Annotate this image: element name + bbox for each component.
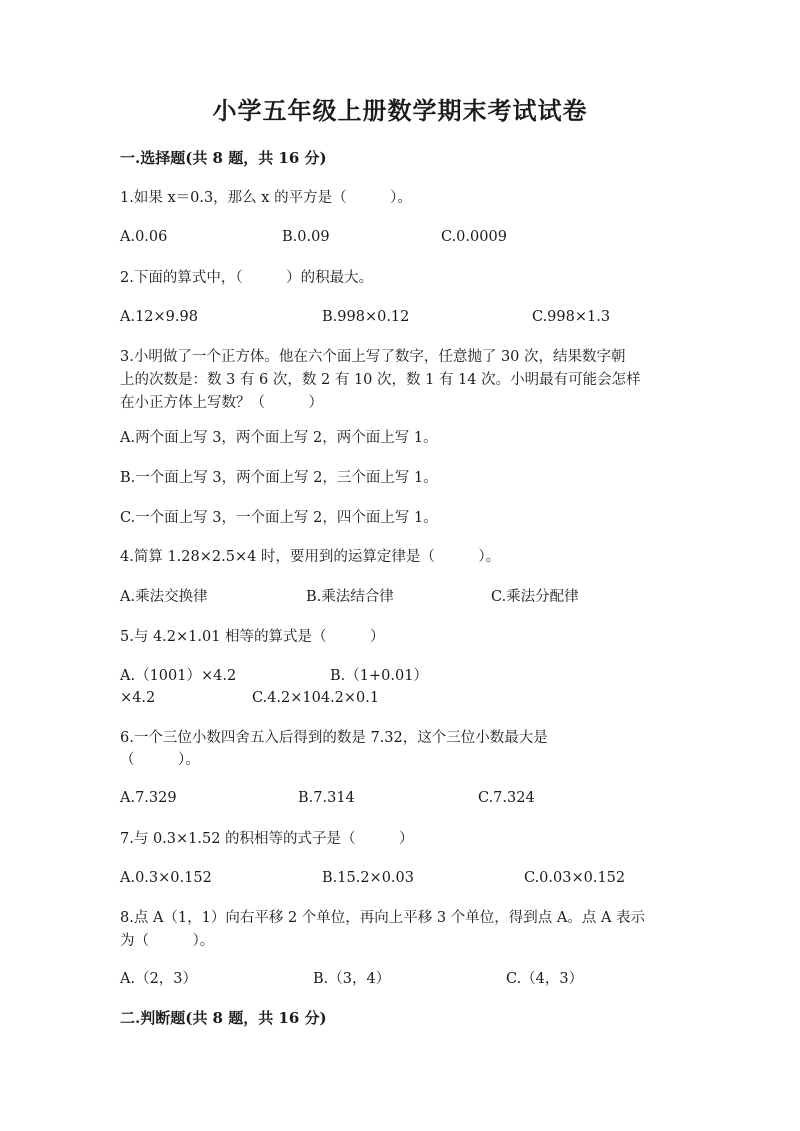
question-5-option-b-continued: ×4.2 — [120, 690, 156, 706]
question-8-option-c: C.（4，3） — [506, 971, 584, 987]
question-4-option-c: C.乘法分配律 — [491, 589, 579, 605]
question-7-option-c: C.0.03×0.152 — [524, 870, 626, 886]
question-1-option-a: A.0.06 — [120, 229, 168, 245]
question-6-option-c: C.7.324 — [478, 790, 535, 806]
section-heading-multiple-choice: 一.选择题(共 8 题，共 16 分) — [120, 149, 327, 167]
question-3-option-b: B.一个面上写 3，两个面上写 2，三个面上写 1。 — [120, 470, 438, 486]
section-heading-true-false: 二.判断题(共 8 题，共 16 分) — [120, 1009, 327, 1027]
question-2-option-a: A.12×9.98 — [120, 309, 198, 325]
question-2-option-b: B.998×0.12 — [322, 309, 410, 325]
question-8-stem-line-1: 8.点 A（1，1）向右平移 2 个单位，再向上平移 3 个单位，得到点 A。点 A 表示 — [120, 910, 646, 926]
question-1-option-c: C.0.0009 — [441, 229, 507, 245]
question-7-option-b: B.15.2×0.03 — [322, 870, 414, 886]
question-1-option-b: B.0.09 — [282, 229, 330, 245]
question-5-option-c: C.4.2×104.2×0.1 — [252, 690, 380, 706]
question-7-stem: 7.与 0.3×1.52 的积相等的式子是（ ） — [120, 831, 414, 847]
question-3-stem-line-3: 在小正方体上写数？（ ） — [120, 395, 323, 411]
question-6-stem-line-1: 6.一个三位小数四舍五入后得到的数是 7.32，这个三位小数最大是 — [120, 730, 548, 746]
page-title: 小学五年级上册数学期末考试试卷 — [212, 96, 588, 125]
question-4-option-b: B.乘法结合律 — [306, 589, 394, 605]
question-6-stem-line-2: （ ）。 — [120, 752, 200, 768]
question-6-option-a: A.7.329 — [120, 790, 177, 806]
question-3-stem-line-1: 3.小明做了一个正方体。他在六个面上写了数字，任意抛了 30 次，结果数字朝 — [120, 349, 626, 365]
question-6-option-b: B.7.314 — [298, 790, 355, 806]
question-2-option-c: C.998×1.3 — [532, 309, 611, 325]
question-2-stem: 2.下面的算式中，（ ）的积最大。 — [120, 270, 374, 286]
question-1-stem: 1.如果 x＝0.3，那么 x 的平方是（ ）。 — [120, 190, 412, 206]
question-3-option-a: A.两个面上写 3，两个面上写 2，两个面上写 1。 — [120, 430, 438, 446]
question-8-stem-line-2: 为（ ）。 — [120, 933, 215, 949]
question-3-option-c: C.一个面上写 3，一个面上写 2，四个面上写 1。 — [120, 510, 438, 526]
question-5-stem: 5.与 4.2×1.01 相等的算式是（ ） — [120, 629, 385, 645]
question-4-stem: 4.简算 1.28×2.5×4 时，要用到的运算定律是（ ）。 — [120, 549, 501, 565]
question-3-stem-line-2: 上的次数是：数 3 有 6 次，数 2 有 10 次，数 1 有 14 次。小明最有可能会怎样 — [120, 372, 641, 388]
question-7-option-a: A.0.3×0.152 — [120, 870, 212, 886]
question-8-option-b: B.（3，4） — [313, 971, 391, 987]
question-5-option-a: A.（1001）×4.2 — [120, 668, 237, 684]
question-8-option-a: A.（2，3） — [120, 971, 198, 987]
question-4-option-a: A.乘法交换律 — [120, 589, 208, 605]
question-5-option-b: B.（1+0.01） — [330, 668, 428, 684]
